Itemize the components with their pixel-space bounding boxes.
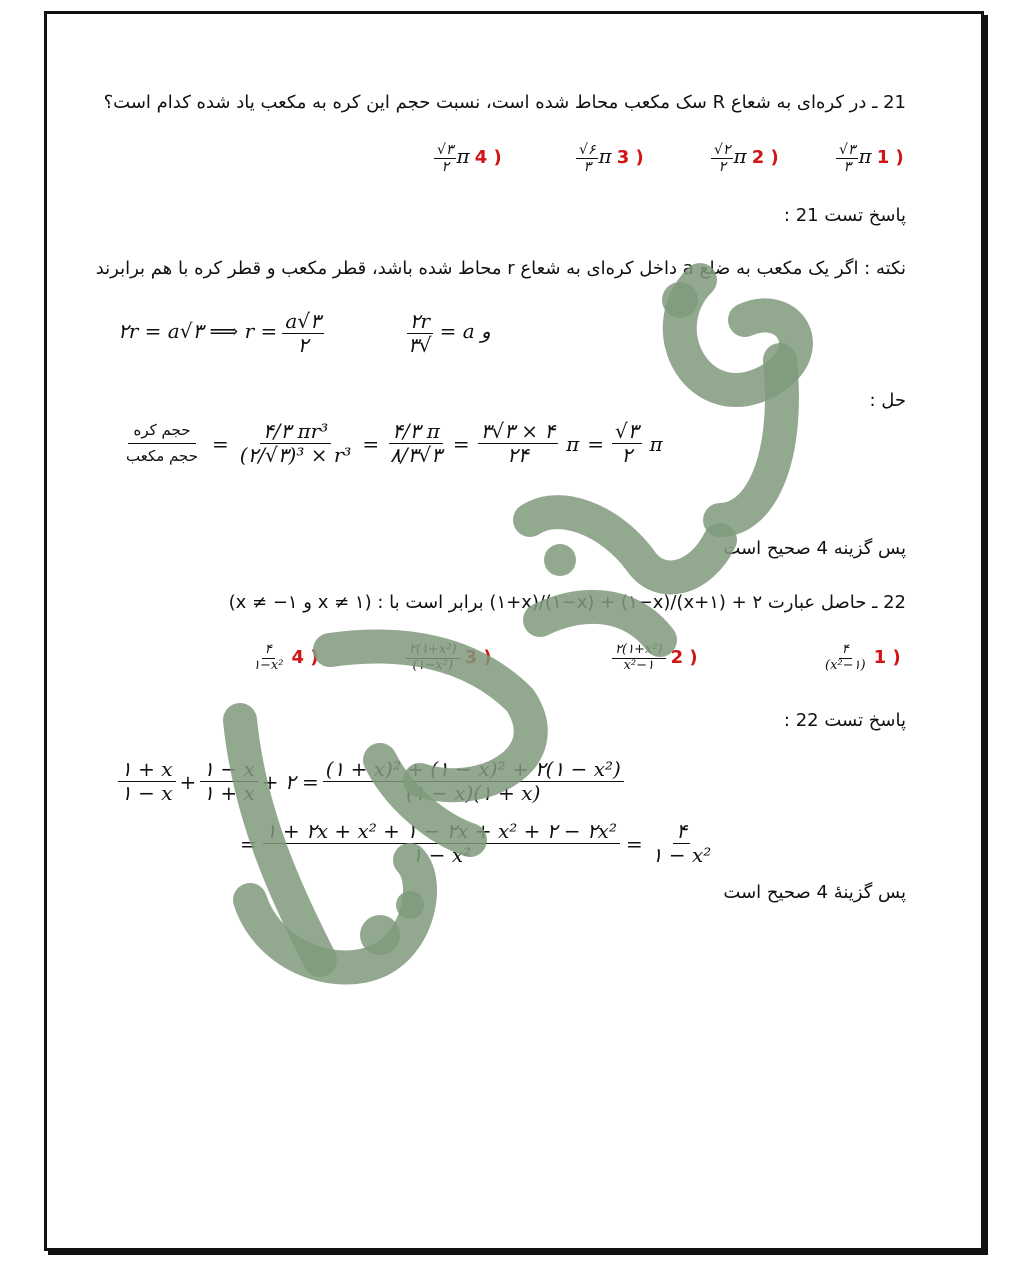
answer-heading-21: پاسخ تست 21 : [783,205,906,226]
q22-option-2: $\frac{\text{۲(۱+x²)}}{\text{x²−۱}}$ 2 ) [612,643,698,674]
q21-option-4: $\frac{√۳}{۲}$ π 4 ) [434,142,502,175]
question-21: 21 ـ در کره‌ای به شعاع R سک مکعب محاط شده است، نسبت حجم این کره به مکعب یاد شده کدام است؟ [103,92,906,113]
q22-option-3: $\frac{\text{۲(۱+x²)}}{\text{(۱−x²)}}$ 3 ) [406,643,492,674]
q21-option-3: $\frac{√۶}{۳}$ π 3 ) [576,142,644,175]
derivation-line-1: $\frac{۱ + x}{۱ - x}$ + $\frac{۱ - x}{۱ + x}$ + ۲ = $\frac{\text{(۱ + x)² + (۱ − x)² + ۲(۱ − x²)}}{(۱ - x)(۱ + x)}$ [118,758,624,805]
ratio-chain: $\frac{\text{حجم کره}}{\text{حجم مکعب}}$ = $\frac{\text{۴/۳ πr³}}{\text{(۲/√۳)³ × r³}}$ = $\frac{۴/۳ \pi}{۸/۳√۳}$ = $\frac{۳√۳ \times ۴}{۲۴}$ π = $\frac{√۳}{۲}$ π [126,419,663,467]
page-frame [44,11,984,1251]
q21-option-2: $\frac{√۲}{۲}$ π 2 ) [711,142,779,175]
formula-radius: ۲r = a√۳ ⟹ r = $\frac{a√۳}{۲}$ [118,310,324,357]
answer-heading-22: پاسخ تست 22 : [783,710,906,731]
q22-option-1: $\frac{۴}{\text{(x²−۱)}}$ 1 ) [825,642,901,673]
q22-option-4: $\frac{۴}{\text{۱−x²}}$ 4 ) [253,642,319,673]
note-21: نکته : اگر یک مکعب به ضلع a داخل کره‌ای به شعاع r محاط شده باشد، قطر مکعب و قطر کره با هم برابرند [95,258,906,279]
question-22: 22 ـ حاصل عبارت ۲ + (۱+x)/(۱−x) + (۱−x)/(۱+x) برابر است با : (۱ ≠ x و ۱− ≠ x) [228,592,906,613]
derivation-line-2: = $\frac{\text{۱ + ۲x + x² + ۱ − ۲x + x² + ۲ − ۲x²}}{\text{۱ − x²}}$ = $\frac{۴}{\text{۱ − x²}}$ [240,819,712,867]
q21-option-1: $\frac{√۳}{۳}$ π 1 ) [836,142,904,175]
conclusion-22: پس گزینهٔ 4 صحیح است [723,882,906,903]
formula-side: و a = $\frac{۲r}{√۳}$ [408,309,491,357]
solution-label: حل : [869,390,906,411]
conclusion-21: پس گزینه 4 صحیح است [723,538,906,559]
